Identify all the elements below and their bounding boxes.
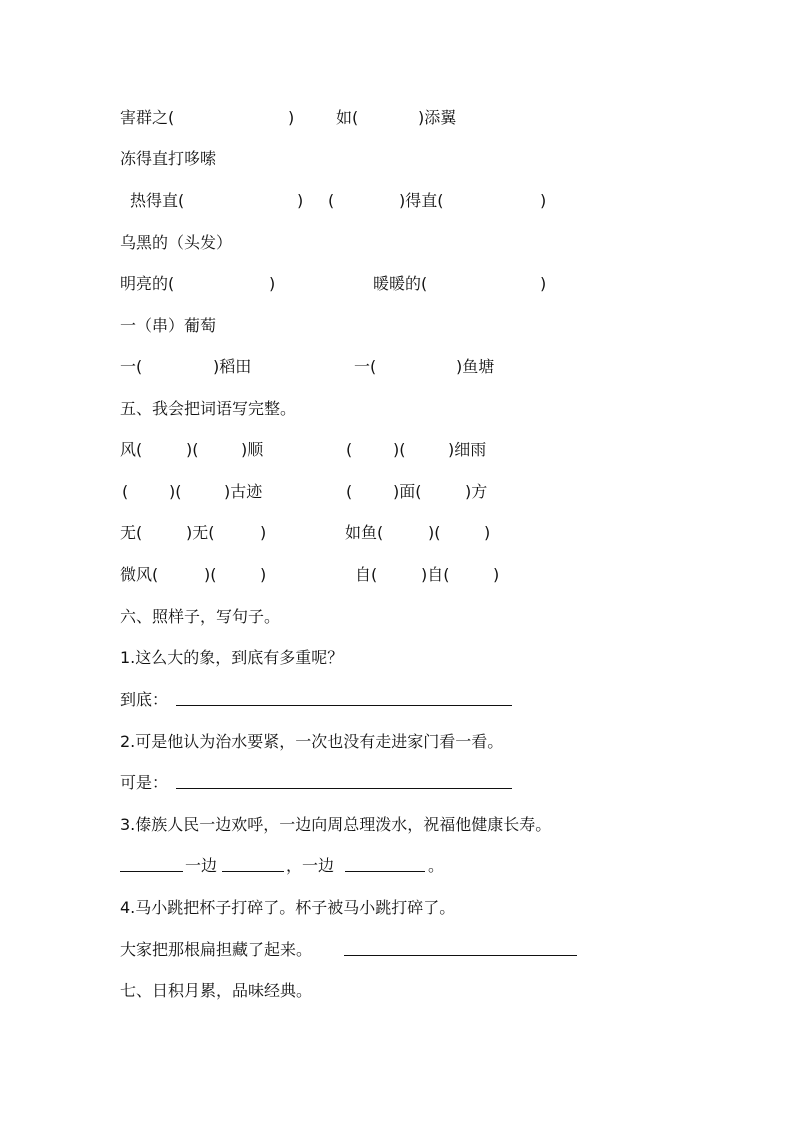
answer-blank[interactable] bbox=[176, 773, 512, 789]
text: )鱼塘 bbox=[456, 357, 495, 376]
text: 微风( bbox=[120, 565, 159, 584]
text: ) bbox=[288, 108, 295, 127]
text: 六、照样子，写句子。 bbox=[120, 607, 281, 626]
text: )添翼 bbox=[418, 108, 457, 127]
answer-blank[interactable] bbox=[120, 856, 183, 872]
text: 3.傣族人民一边欢呼，一边向周总理泼水，祝福他健康长寿。 bbox=[120, 815, 552, 834]
answer-blank[interactable] bbox=[222, 856, 284, 872]
text: 2.可是他认为治水要紧，一次也没有走进家门看一看。 bbox=[120, 732, 504, 751]
text: 乌黑的（头发） bbox=[120, 233, 233, 252]
text: 一( bbox=[354, 357, 377, 376]
text: )细雨 bbox=[448, 440, 487, 459]
text: )无( bbox=[186, 523, 215, 542]
text: ) bbox=[260, 565, 267, 584]
text: ) bbox=[260, 523, 267, 542]
text: ( bbox=[328, 191, 335, 210]
text: 一( bbox=[120, 357, 143, 376]
answer-blank[interactable] bbox=[344, 940, 577, 956]
text: )( bbox=[204, 565, 217, 584]
section-heading bbox=[0, 981, 313, 1041]
text: ，一边 bbox=[286, 856, 335, 875]
text: ) bbox=[540, 274, 547, 293]
text: ) bbox=[297, 191, 304, 210]
text: 。 bbox=[428, 856, 445, 875]
text: ( bbox=[346, 440, 353, 459]
text: )面( bbox=[393, 482, 422, 501]
text: ) bbox=[540, 191, 547, 210]
text: 如鱼( bbox=[345, 523, 384, 542]
text: ) bbox=[269, 274, 276, 293]
text: 大家把那根扁担藏了起来。 bbox=[120, 940, 313, 959]
text: 一边 bbox=[185, 856, 218, 875]
text: )( bbox=[393, 440, 406, 459]
text: )顺 bbox=[241, 440, 264, 459]
answer-blank[interactable] bbox=[345, 856, 425, 872]
text: )得直( bbox=[399, 191, 444, 210]
text: 热得直( bbox=[130, 191, 185, 210]
text: 五、我会把词语写完整。 bbox=[120, 399, 297, 418]
answer-blank[interactable] bbox=[176, 690, 512, 706]
text: 4.马小跳把杯子打碎了。杯子被马小跳打碎了。 bbox=[120, 898, 456, 917]
text: )古迹 bbox=[224, 482, 263, 501]
text: 到底： bbox=[120, 690, 169, 709]
text: 1.这么大的象，到底有多重呢？ bbox=[120, 648, 344, 667]
text: 无( bbox=[120, 523, 143, 542]
text: 自( bbox=[355, 565, 378, 584]
text: 冻得直打哆嗦 bbox=[120, 149, 217, 168]
text: )( bbox=[169, 482, 182, 501]
text: )自( bbox=[421, 565, 450, 584]
text: ( bbox=[346, 482, 353, 501]
text: )方 bbox=[465, 482, 488, 501]
text: ( bbox=[122, 482, 129, 501]
text: 暖暖的( bbox=[373, 274, 428, 293]
text: )稻田 bbox=[213, 357, 252, 376]
text: 七、日积月累，品味经典。 bbox=[120, 981, 313, 1000]
text: 害群之( bbox=[120, 108, 175, 127]
text: )( bbox=[428, 523, 441, 542]
text: ) bbox=[493, 565, 500, 584]
text: ) bbox=[484, 523, 491, 542]
text: )( bbox=[186, 440, 199, 459]
text: 如( bbox=[336, 108, 359, 127]
text: 明亮的( bbox=[120, 274, 175, 293]
text: 可是： bbox=[120, 773, 169, 792]
text: 一（串）葡萄 bbox=[120, 316, 217, 335]
text: 风( bbox=[120, 440, 143, 459]
